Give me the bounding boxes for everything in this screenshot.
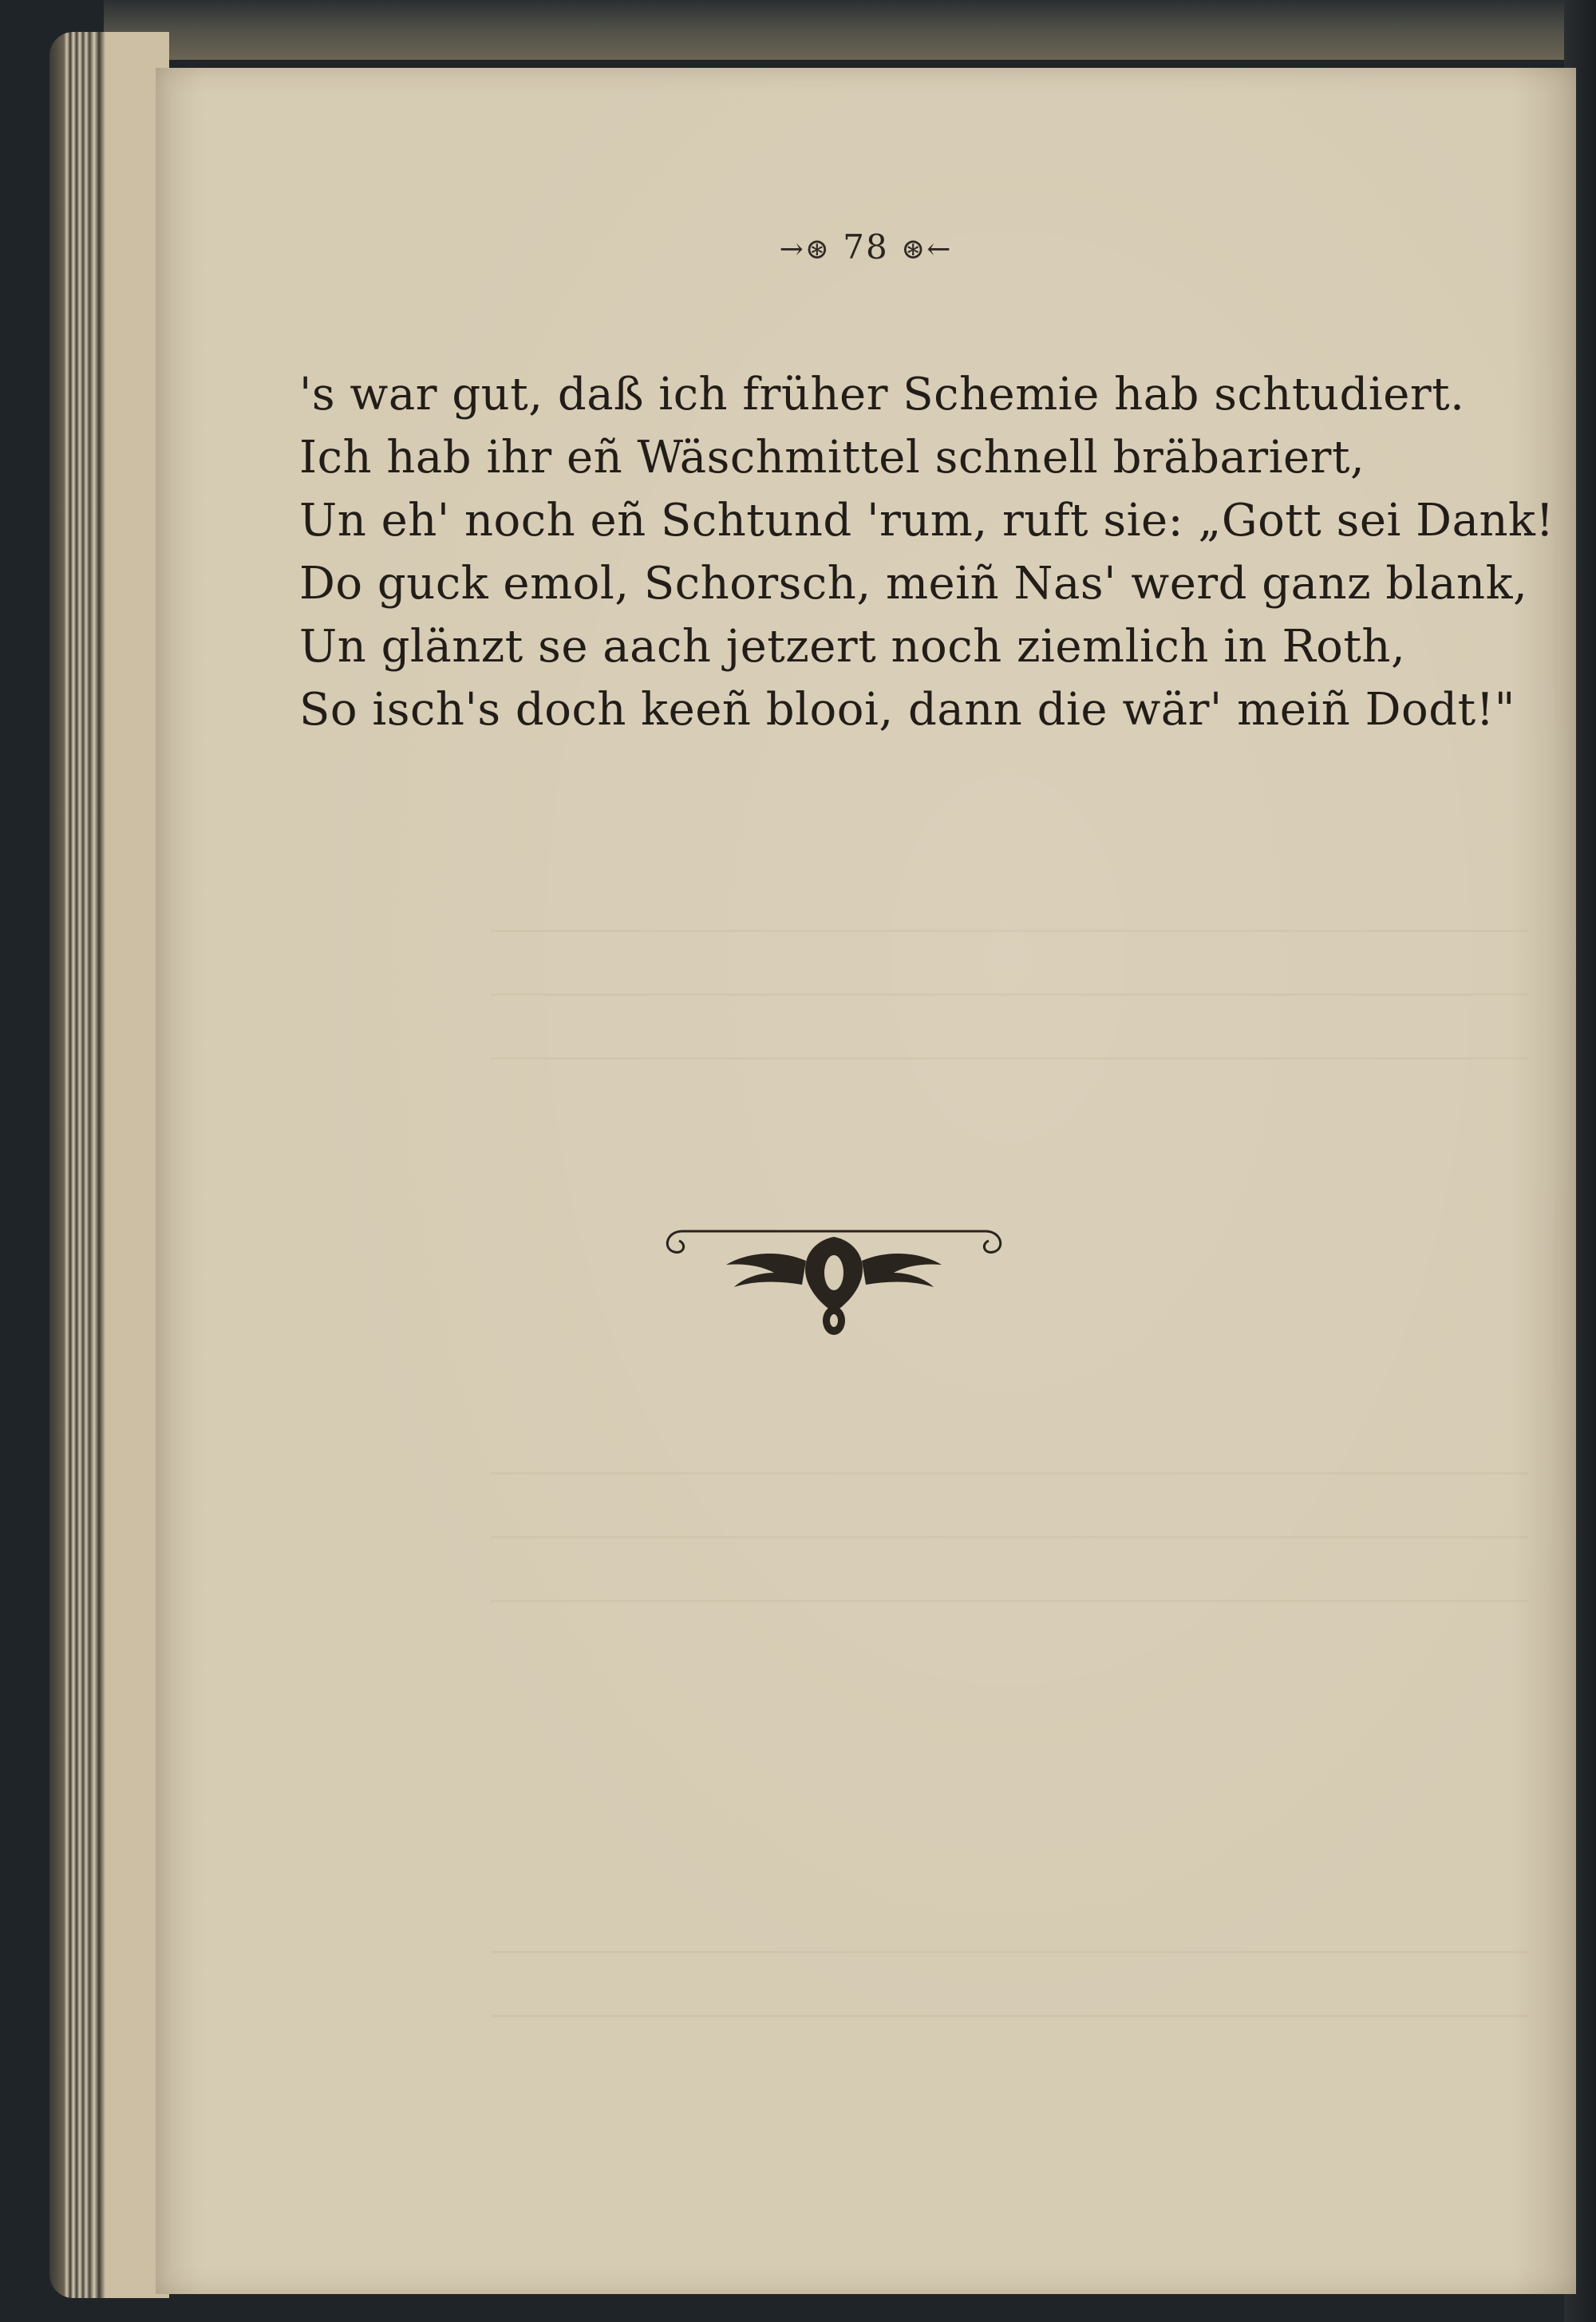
- bleed-through-text: [491, 1536, 1528, 1538]
- page-edges: [49, 32, 169, 2298]
- bleed-through-text: [491, 1472, 1528, 1475]
- book-page: [156, 68, 1576, 2294]
- poem-line: Ich hab ihr eñ Wäschmittel schnell bräbariert,: [299, 432, 1365, 484]
- page-number-header: [156, 227, 1576, 267]
- bleed-through-text: [491, 1600, 1528, 1602]
- bleed-through-text: [491, 930, 1528, 932]
- bleed-through-text: [491, 993, 1528, 996]
- bleed-through-text: [491, 2015, 1528, 2017]
- poem-line: So isch's doch keeñ blooi, dann die wär' meiñ Dodt!": [299, 684, 1515, 736]
- page-number: 78: [843, 227, 889, 267]
- poem-line: Do guck emol, Schorsch, meiñ Nas' werd ganz blank,: [299, 558, 1528, 610]
- poem-line: 's war gut, daß ich früher Schemie hab schtudiert.: [299, 369, 1465, 421]
- poem-line: Un glänzt se aach jetzert noch ziemlich in Roth,: [299, 621, 1406, 673]
- ornament-right-icon: ⊛←: [901, 233, 953, 266]
- ornamental-vignette-icon: [650, 1217, 1017, 1376]
- bleed-through-text: [491, 1951, 1528, 1953]
- ornament-left-icon: →⊛: [779, 233, 831, 266]
- poem-stanza: [299, 363, 1555, 741]
- book-cover-top: [104, 0, 1596, 60]
- poem-line: Un eh' noch eñ Schtund 'rum, ruft sie: „Gott sei Dank!: [299, 495, 1555, 547]
- bleed-through-text: [491, 1057, 1528, 1060]
